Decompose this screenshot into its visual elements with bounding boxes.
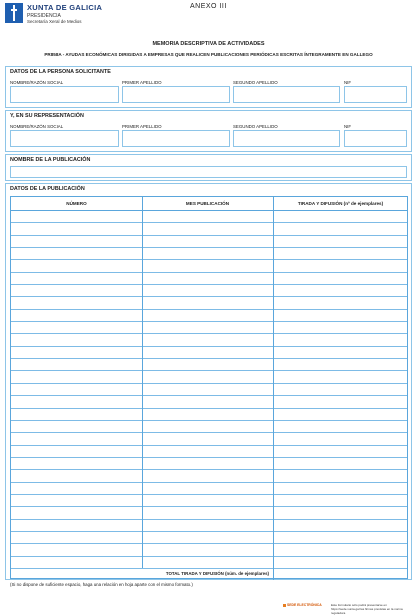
circulation-cell[interactable] (274, 532, 407, 543)
month-cell[interactable] (143, 470, 272, 481)
representative-section-title: Y, EN SU REPRESENTACIÓN (10, 113, 84, 119)
circulation-cell[interactable] (274, 322, 407, 333)
number-cell[interactable] (12, 310, 141, 321)
month-cell[interactable] (143, 322, 272, 333)
number-cell[interactable] (12, 384, 141, 395)
month-cell[interactable] (143, 334, 272, 345)
circulation-cell[interactable] (274, 544, 407, 555)
month-cell[interactable] (143, 248, 272, 259)
applicant-section-title: DATOS DE LA PERSONA SOLICITANTE (10, 69, 111, 75)
number-cell[interactable] (12, 557, 141, 568)
applicant-section (5, 66, 412, 108)
month-cell[interactable] (143, 532, 272, 543)
number-cell[interactable] (12, 322, 141, 333)
month-cell[interactable] (143, 260, 272, 271)
publication-data-title: DATOS DE LA PUBLICACIÓN (10, 186, 85, 192)
department-name: PRESIDENCIA (27, 13, 61, 19)
annex-label: ANEXO III (190, 3, 227, 10)
month-cell[interactable] (143, 273, 272, 284)
number-cell[interactable] (12, 248, 141, 259)
applicant-surname2-label: SEGUNDO APELLIDO (233, 80, 278, 85)
brand-name: XUNTA DE GALICIA (27, 3, 103, 12)
sede-icon (283, 604, 286, 607)
sede-text: Este formulario sólo podrá presentarse en https://sede.xunta.gal las firmas previstas en la norma reguladora (331, 603, 403, 615)
month-cell[interactable] (143, 297, 272, 308)
month-cell[interactable] (143, 458, 272, 469)
number-cell[interactable] (12, 483, 141, 494)
month-cell[interactable] (143, 409, 272, 420)
number-cell[interactable] (12, 285, 141, 296)
circulation-cell[interactable] (274, 371, 407, 382)
circulation-cell[interactable] (274, 310, 407, 321)
applicant-name-field[interactable] (10, 86, 119, 103)
month-cell[interactable] (143, 507, 272, 518)
circulation-cell[interactable] (274, 433, 407, 444)
number-cell[interactable] (12, 409, 141, 420)
number-cell[interactable] (12, 458, 141, 469)
circulation-cell[interactable] (274, 223, 407, 234)
column-header-number: NÚMERO (66, 201, 87, 206)
number-cell[interactable] (12, 211, 141, 222)
representative-surname2-label: SEGUNDO APELLIDO (233, 124, 278, 129)
applicant-nif-field[interactable] (344, 86, 407, 103)
publication-table (10, 196, 408, 579)
month-cell[interactable] (143, 557, 272, 568)
circulation-cell[interactable] (274, 520, 407, 531)
circulation-cell[interactable] (274, 285, 407, 296)
cross-icon (11, 5, 17, 21)
representative-name-field[interactable] (10, 130, 119, 147)
number-cell[interactable] (12, 334, 141, 345)
month-cell[interactable] (143, 285, 272, 296)
month-cell[interactable] (143, 421, 272, 432)
number-cell[interactable] (12, 371, 141, 382)
month-cell[interactable] (143, 396, 272, 407)
number-cell[interactable] (12, 359, 141, 370)
month-cell[interactable] (143, 495, 272, 506)
circulation-cell[interactable] (274, 507, 407, 518)
sede-label: SEDE ELECTRÓNICA (287, 603, 322, 607)
month-cell[interactable] (143, 433, 272, 444)
month-cell[interactable] (143, 347, 272, 358)
circulation-cell[interactable] (274, 236, 407, 247)
number-cell[interactable] (12, 236, 141, 247)
circulation-cell[interactable] (274, 409, 407, 420)
column-divider (273, 197, 274, 580)
total-circulation-label: TOTAL TIRADA Y DIFUSIÓN (núm. de ejemplares) (165, 571, 269, 576)
publication-name-field[interactable] (10, 166, 407, 178)
representative-name-label: NOMBRE/RAZÓN SOCIAL (10, 124, 64, 129)
number-cell[interactable] (12, 544, 141, 555)
month-cell[interactable] (143, 310, 272, 321)
publication-name-section (5, 154, 412, 181)
number-cell[interactable] (12, 421, 141, 432)
number-cell[interactable] (12, 520, 141, 531)
circulation-cell[interactable] (274, 334, 407, 345)
number-cell[interactable] (12, 470, 141, 481)
number-cell[interactable] (12, 433, 141, 444)
circulation-cell[interactable] (274, 260, 407, 271)
circulation-cell[interactable] (274, 273, 407, 284)
circulation-cell[interactable] (274, 446, 407, 457)
representative-section (5, 110, 412, 152)
applicant-nif-label: NIF (344, 80, 352, 85)
month-cell[interactable] (143, 371, 272, 382)
column-header-month: MES PUBLICACIÓN (185, 201, 230, 206)
applicant-surname1-label: PRIMER APELLIDO (122, 80, 162, 85)
number-cell[interactable] (12, 532, 141, 543)
month-cell[interactable] (143, 236, 272, 247)
month-cell[interactable] (143, 544, 272, 555)
circulation-cell[interactable] (274, 347, 407, 358)
month-cell[interactable] (143, 211, 272, 222)
number-cell[interactable] (12, 223, 141, 234)
secretariat-name: Secretaría Xeral de Medios (27, 19, 82, 24)
month-cell[interactable] (143, 384, 272, 395)
number-cell[interactable] (12, 507, 141, 518)
month-cell[interactable] (143, 483, 272, 494)
total-circulation-field[interactable] (274, 569, 407, 579)
circulation-cell[interactable] (274, 297, 407, 308)
month-cell[interactable] (143, 446, 272, 457)
circulation-cell[interactable] (274, 384, 407, 395)
representative-surname1-field[interactable] (122, 130, 230, 147)
circulation-cell[interactable] (274, 557, 407, 568)
circulation-cell[interactable] (274, 211, 407, 222)
number-cell[interactable] (12, 446, 141, 457)
circulation-cell[interactable] (274, 421, 407, 432)
circulation-cell[interactable] (274, 458, 407, 469)
xunta-logo (5, 3, 23, 23)
document-title: MEMORIA DESCRIPTIVA DE ACTIVIDADES (152, 41, 265, 47)
number-cell[interactable] (12, 495, 141, 506)
month-cell[interactable] (143, 520, 272, 531)
applicant-name-label: NOMBRE/RAZÓN SOCIAL (10, 80, 64, 85)
representative-nif-label: NIF (344, 124, 352, 129)
circulation-cell[interactable] (274, 483, 407, 494)
document-header (5, 3, 412, 33)
number-cell[interactable] (12, 297, 141, 308)
document-subtitle: PR858A - AYUDAS ECONÓMICAS DIRIGIDAS A EMPRESAS QUE REALICEN PUBLICACIONES PERIÓDICAS ESCRITAS ÍNTEGRAMENTE EN GALLEGO (44, 52, 373, 57)
column-header-circulation: TIRADA Y DIFUSIÓN (nº de ejemplares) (297, 201, 384, 206)
month-cell[interactable] (143, 359, 272, 370)
month-cell[interactable] (143, 223, 272, 234)
representative-nif-field[interactable] (344, 130, 407, 147)
column-divider (142, 197, 143, 568)
footnote: (Si no dispone de suficiente espacio, haga una relación en hoja aparte con el mismo formato.) (10, 582, 193, 587)
publication-name-title: NOMBRE DE LA PUBLICACIÓN (10, 157, 91, 163)
representative-surname2-field[interactable] (233, 130, 340, 147)
number-cell[interactable] (12, 260, 141, 271)
number-cell[interactable] (12, 273, 141, 284)
representative-surname1-label: PRIMER APELLIDO (122, 124, 162, 129)
circulation-cell[interactable] (274, 495, 407, 506)
number-cell[interactable] (12, 396, 141, 407)
number-cell[interactable] (12, 347, 141, 358)
applicant-surname2-field[interactable] (233, 86, 340, 103)
circulation-cell[interactable] (274, 248, 407, 259)
applicant-surname1-field[interactable] (122, 86, 230, 103)
circulation-cell[interactable] (274, 359, 407, 370)
circulation-cell[interactable] (274, 470, 407, 481)
circulation-cell[interactable] (274, 396, 407, 407)
